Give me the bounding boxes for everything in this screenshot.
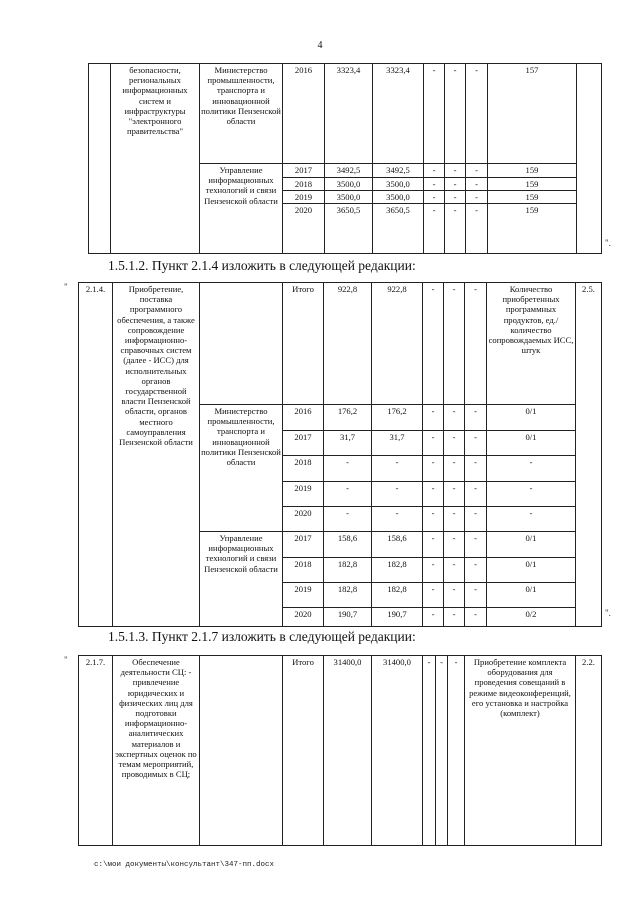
table1-ministry: Министерство промышленности, транспорта и инновационной политики Пензенской области	[200, 64, 283, 164]
open-quote-mark: "	[64, 655, 68, 665]
open-quote-mark: "	[64, 282, 68, 292]
item-indicator: Приобретение комплекта оборудования для проведения совещаний в режиме видеоконференций, его установка и настройка (комплект)	[465, 656, 576, 846]
item-ref: 2.5.	[576, 283, 602, 627]
item-number: 2.1.7.	[79, 656, 113, 846]
table-continuation: безопасности, региональных информационных систем и инфраструктуры "электронного правительства" Министерство промышленности, транспорта и инновационной политики Пензенской области 2016 3323,4 3323,4 - - - 157 Управление информационных технологий и связи Пензенской области 2017 3492,5 3492,5 - - - 159 2018 3500,0 3500,0 - - - 159 2019 3500,0 3500,0 - - - 159 2020 3650,5 3650,5 - - - 159	[88, 63, 602, 254]
footer-file-path: c:\мои документы\консультант\347-пп.docx	[94, 861, 275, 869]
table1-directorate: Управление информационных технологий и связи Пензенской области	[200, 164, 283, 254]
item-number: 2.1.4.	[79, 283, 113, 627]
item-description: Приобретение, поставка программного обеспечения, а также сопровождение информационно-справочных систем (далее - ИСС) для исполнительных органов государственной власти Пензенской области, органов местного самоуправления Пензенской области	[113, 283, 200, 627]
table-item-2-1-7: 2.1.7. Обеспечение деятельности СЦ: - привлечение юридических и физических лиц для подготовки информационно-аналитических материалов и экспертных оценок по темам мероприятий, проводимых в СЦ; Итого 31400,0 31400,0 - - - Приобретение комплекта оборудования для проведения совещаний в режиме видеоконференций, его установка и настройка (комплект) 2.2.	[78, 655, 602, 846]
table1-measure-text: безопасности, региональных информационных систем и инфраструктуры "электронного правительства"	[111, 64, 200, 254]
table2-directorate: Управление информационных технологий и связи Пензенской области	[200, 532, 283, 627]
page-number: 4	[317, 40, 323, 51]
table-item-2-1-4: 2.1.4. Приобретение, поставка программного обеспечения, а также сопровождение информационно-справочных систем (далее - ИСС) для исполнительных органов государственной власти Пензенской области, органов местного самоуправления Пензенской области Итого 922,8 922,8 - - - Количество приобретенных программных продуктов, ед./количество сопровождаемых ИСС, штук 2.5. Министерство промышленности, транспорта и инновационной политики Пензенской области 2016 176,2 176,2 - - - 0/1 2017 31,7 31,7 - - - 0/1 2018 - - - - - - 2019 - - - - - - 2020 - - - - - - Управление информационных технологий и связи Пензенской области 2017 158,6 158,6 - - - 0/1 2018 182,8 182,8 - - - 0/1 2019 182,8 182,8 - - - 0/1 2020 190,7 190,7 - - - 0/2	[78, 282, 602, 627]
close-quote-mark: ".	[605, 608, 611, 618]
section-heading: 1.5.1.2. Пункт 2.1.4 изложить в следующей редакции:	[108, 258, 416, 273]
close-quote-mark: ".	[605, 238, 611, 248]
section-heading: 1.5.1.3. Пункт 2.1.7 изложить в следующей редакции:	[108, 629, 416, 644]
table2-ministry: Министерство промышленности, транспорта и инновационной политики Пензенской области	[200, 405, 283, 532]
item-description: Обеспечение деятельности СЦ: - привлечение юридических и физических лиц для подготовки информационно-аналитических материалов и экспертных оценок по темам мероприятий, проводимых в СЦ;	[113, 656, 200, 846]
item-indicator: Количество приобретенных программных продуктов, ед./количество сопровождаемых ИСС, штук	[487, 283, 576, 405]
item-ref: 2.2.	[576, 656, 602, 846]
